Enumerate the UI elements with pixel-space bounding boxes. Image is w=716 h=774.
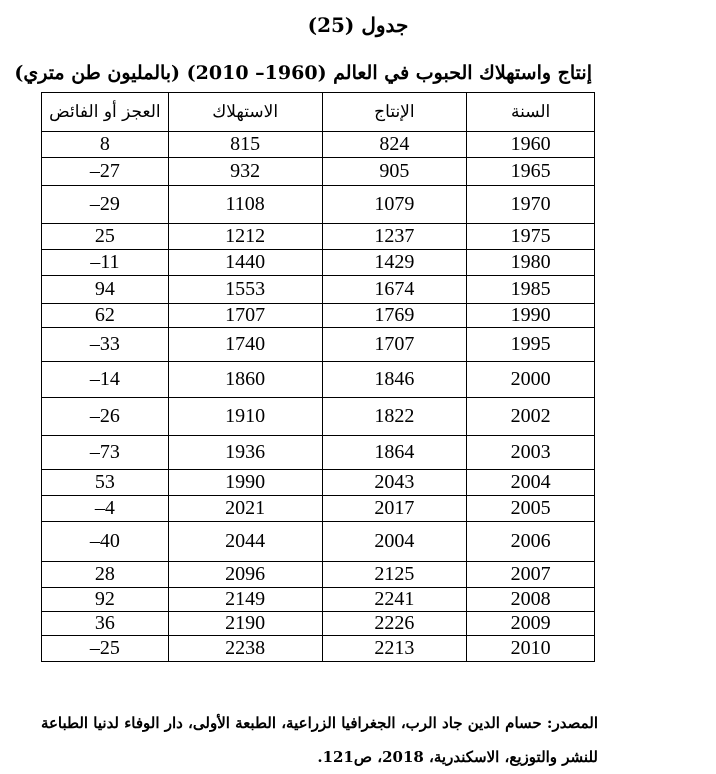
cell-consumption: 1212 [168,224,322,250]
cell-year: 1990 [467,304,595,328]
cell-year: 2009 [467,612,595,636]
table-row [42,522,595,562]
cell-balance: 53 [42,470,169,496]
cell-consumption: 2190 [168,612,322,636]
cell-consumption: 1910 [168,398,322,436]
cell-balance: 11– [42,250,169,276]
cell-year: 1980 [467,250,595,276]
cell-consumption: 932 [168,158,322,186]
cell-consumption: 2044 [168,522,322,562]
table-row [42,562,595,588]
header-row [42,93,595,132]
cell-year: 1975 [467,224,595,250]
cell-production: 2043 [322,470,467,496]
header-production: الإنتاج [322,93,467,132]
cell-year: 2000 [467,362,595,398]
cell-consumption: 2096 [168,562,322,588]
cell-balance: 33– [42,328,169,362]
table-row [42,470,595,496]
cell-year: 2005 [467,496,595,522]
cell-balance: 14– [42,362,169,398]
grain-table [41,92,595,662]
cell-year: 2006 [467,522,595,562]
table-row [42,250,595,276]
source-line-2: للنشر والتوزيع، الاسكندرية، 2018، ص121. [317,748,598,766]
cell-year: 1970 [467,186,595,224]
cell-balance: 62 [42,304,169,328]
cell-balance: 29– [42,186,169,224]
cell-production: 1769 [322,304,467,328]
cell-production: 1864 [322,436,467,470]
cell-production: 1674 [322,276,467,304]
cell-balance: 94 [42,276,169,304]
cell-year: 2003 [467,436,595,470]
cell-production: 2226 [322,612,467,636]
cell-balance: 36 [42,612,169,636]
cell-consumption: 2021 [168,496,322,522]
cell-year: 2008 [467,588,595,612]
table-row [42,186,595,224]
cell-year: 2004 [467,470,595,496]
cell-balance: 40– [42,522,169,562]
table-row [42,132,595,158]
cell-production: 2125 [322,562,467,588]
cell-consumption: 1553 [168,276,322,304]
cell-balance: 25 [42,224,169,250]
table-row [42,224,595,250]
cell-consumption: 1740 [168,328,322,362]
cell-production: 1079 [322,186,467,224]
header-balance: العجز أو الفائض [42,93,169,132]
cell-production: 2241 [322,588,467,612]
source-line-1: المصدر: حسام الدين جاد الرب، الجغرافيا الزراعية، الطبعة الأولى، دار الوفاء لدنيا الطباعة [40,714,598,732]
table-row [42,496,595,522]
cell-consumption: 2238 [168,636,322,662]
cell-year: 1960 [467,132,595,158]
table-row [42,588,595,612]
cell-balance: 73– [42,436,169,470]
table-caption: جدول (25) [307,13,409,37]
source-note [30,706,598,774]
cell-balance: 92 [42,588,169,612]
cell-production: 2017 [322,496,467,522]
cell-production: 1846 [322,362,467,398]
table-row [42,304,595,328]
cell-year: 1965 [467,158,595,186]
cell-year: 2007 [467,562,595,588]
cell-year: 2002 [467,398,595,436]
cell-balance: 26– [42,398,169,436]
cell-balance: 28 [42,562,169,588]
cell-balance: 8 [42,132,169,158]
cell-production: 1429 [322,250,467,276]
cell-production: 1822 [322,398,467,436]
cell-consumption: 1108 [168,186,322,224]
cell-consumption: 2149 [168,588,322,612]
cell-production: 1707 [322,328,467,362]
table-body [42,132,595,662]
table-row [42,158,595,186]
header-year: السنة [467,93,595,132]
cell-production: 1237 [322,224,467,250]
cell-production: 824 [322,132,467,158]
cell-balance: 25– [42,636,169,662]
cell-consumption: 1440 [168,250,322,276]
cell-production: 2213 [322,636,467,662]
cell-balance: 4– [42,496,169,522]
header-consumption: الاستهلاك [168,93,322,132]
table-row [42,436,595,470]
table-row [42,276,595,304]
cell-production: 905 [322,158,467,186]
cell-consumption: 815 [168,132,322,158]
table-row [42,612,595,636]
cell-year: 1995 [467,328,595,362]
table-row [42,636,595,662]
table-row [42,362,595,398]
table-row [42,328,595,362]
cell-consumption: 1936 [168,436,322,470]
cell-balance: 27– [42,158,169,186]
cell-consumption: 1707 [168,304,322,328]
cell-consumption: 1860 [168,362,322,398]
cell-year: 1985 [467,276,595,304]
table-title: إنتاج واستهلاك الحبوب في العالم (1960– 2010) (بالمليون طن متري) [14,62,592,84]
table-row [42,398,595,436]
cell-year: 2010 [467,636,595,662]
cell-production: 2004 [322,522,467,562]
cell-consumption: 1990 [168,470,322,496]
